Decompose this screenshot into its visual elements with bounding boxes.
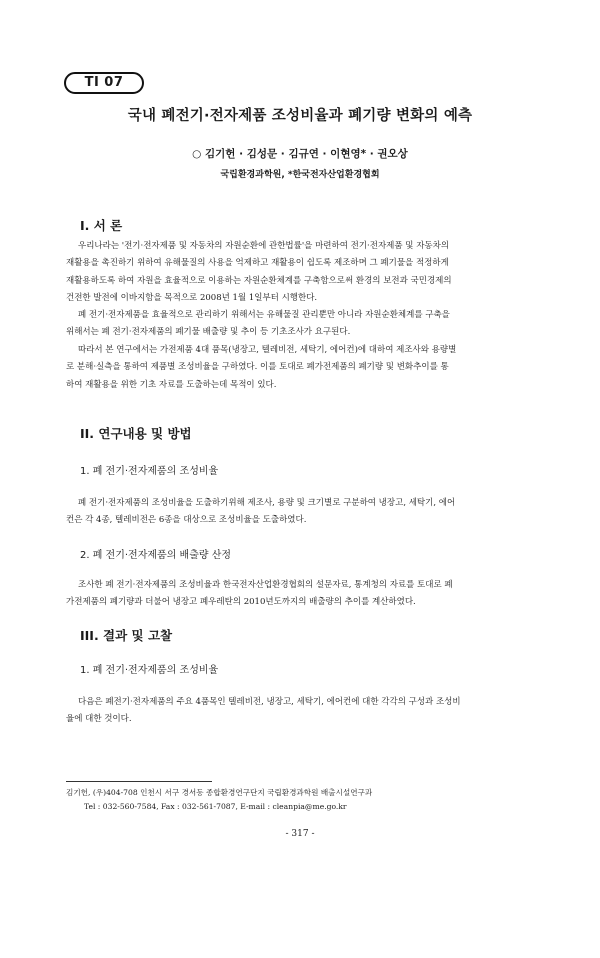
subsection-heading-emission: 2. 폐 전기·전자제품의 배출량 산정 (80, 550, 232, 561)
methods-paragraph-2 (66, 577, 542, 612)
text-line: 다음은 폐전기·전자제품의 주요 4품목인 텔레비전, 냉장고, 세탁기, 에어컨에 대한 각각의 구성과 조성비 (78, 697, 461, 707)
page-number: - 317 - (285, 829, 315, 839)
text-line: 율에 대한 것이다. (66, 714, 132, 725)
intro-paragraph-2 (66, 307, 542, 342)
text-line: 재활용하도록 하여 자원을 효율적으로 이용하는 자원순환체계를 구축함으로써 환경의 보전과 국민경제의 (66, 275, 452, 286)
section-heading-intro: I. 서 론 (80, 218, 123, 233)
intro-paragraph-1 (66, 238, 542, 307)
text-line: 조사한 폐 전기·전자제품의 조성비율과 한국전자산업환경협회의 설문자료, 통계청의 자료를 토대로 폐 (78, 580, 453, 590)
footnote-contact: Tel : 032-560-7584, Fax : 032-561-7087, E-mail : cleanpia@me.go.kr (84, 802, 347, 811)
methods-paragraph-1 (66, 495, 542, 530)
text-line: 하여 재활용을 위한 기초 자료를 도출하는데 목적이 있다. (66, 379, 277, 390)
author-list: ○ 김기헌 · 김성문 · 김규연 · 이현영* · 권오상 (192, 148, 408, 160)
paper-title: 국내 폐전기·전자제품 조성비율과 폐기량 변화의 예측 (127, 108, 473, 124)
text-line: 폐 전기·전자제품의 조성비율을 도출하기위해 제조사, 용량 및 크기별로 구분하여 냉장고, 세탁기, 에어 (78, 498, 456, 508)
section-heading-results: III. 결과 및 고찰 (80, 628, 173, 643)
footnote-address: 김기헌, (우)404-708 인천시 서구 경서동 종합환경연구단지 국립환경과학원 배출시설연구과 (66, 788, 373, 797)
text-line: 우리나라는 '전기·전자제품 및 자동차의 자원순환에 관한법률'을 마련하여 전기·전자제품 및 자동차의 (78, 241, 450, 251)
text-line: 가전제품의 폐기량과 더불어 냉장고 폐우레탄의 2010년도까지의 배출량의 추이를 계산하였다. (66, 597, 416, 608)
text-line: 폐 전기·전자제품을 효율적으로 관리하기 위해서는 유해물질 관리뿐만 아니라 자원순환체계를 구축을 (78, 310, 450, 320)
section-heading-methods: II. 연구내용 및 방법 (80, 426, 192, 441)
subsection-heading-results-composition: 1. 폐 전기·전자제품의 조성비율 (80, 665, 219, 676)
text-line: 위해서는 폐 전기·전자제품의 폐기물 배출량 및 추이 등 기초조사가 요구된다. (66, 327, 351, 338)
text-line: 따라서 본 연구에서는 가전제품 4대 품목(냉장고, 텔레비전, 세탁기, 에어컨)에 대하여 제조사와 용량별 (78, 345, 457, 355)
intro-paragraph-3 (66, 342, 542, 394)
paper-code-label: TI 07 (64, 72, 144, 94)
text-line: 재활용을 촉진하기 위하여 유해물질의 사용을 억제하고 재활용이 쉽도록 제조하며 그 폐기물을 적정하게 (66, 258, 449, 269)
footnote-divider (66, 781, 212, 782)
results-paragraph-1 (66, 694, 542, 729)
affiliation: 국립환경과학원, *한국전자산업환경협회 (220, 170, 380, 180)
subsection-heading-composition: 1. 폐 전기·전자제품의 조성비율 (80, 466, 219, 477)
text-line: 건전한 발전에 이바지함을 목적으로 2008년 1월 1일부터 시행한다. (66, 292, 318, 303)
text-line: 컨은 각 4종, 텔레비전은 6종을 대상으로 조성비율을 도출하였다. (66, 515, 307, 526)
text-line: 로 분해·실측을 통하여 제품별 조성비율을 구하였다. 이를 토대로 폐가전제품의 폐기량 및 변화추이를 통 (66, 362, 449, 373)
